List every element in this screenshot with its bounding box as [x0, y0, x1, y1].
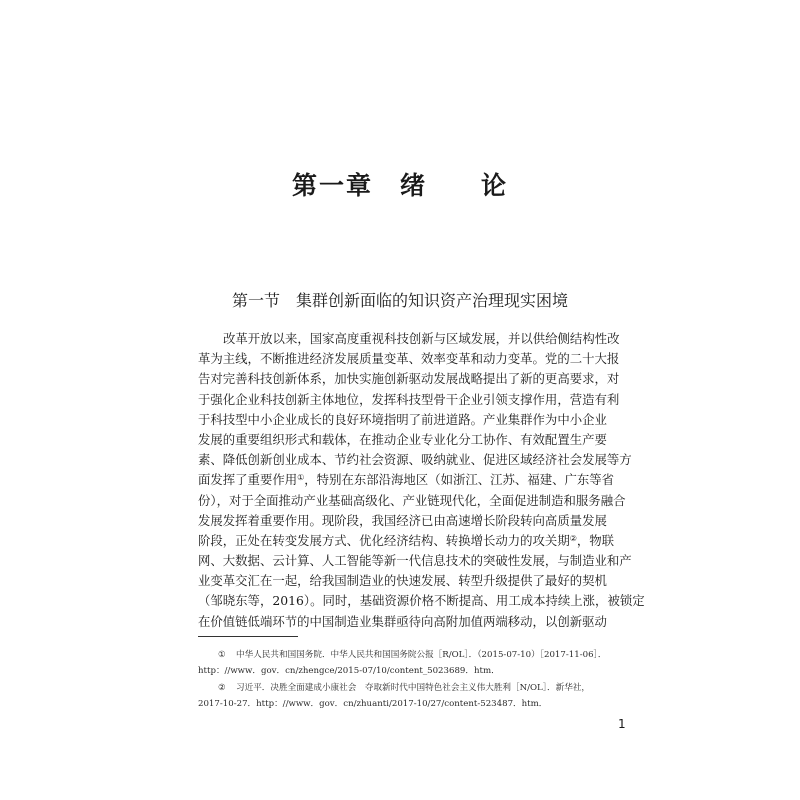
footnote-mark: ①: [218, 650, 226, 660]
footnote-url[interactable]: 2017-10-27．http：//www．gov．cn/zhuanti/2017-10/27/content-523487．htm．: [198, 698, 548, 709]
footnote-line: [198, 647, 606, 663]
footnote-line: [198, 680, 606, 696]
body-line: 网、大数据、云计算、人工智能等新一代信息技术的突破性发展，与制造业和产: [198, 553, 632, 569]
chapter-title: 第一章 绪 论: [291, 171, 508, 200]
body-line-segment: ，物联: [576, 532, 615, 548]
body-line: 份），对于全面推动产业基础高级化、产业链现代化，全面促进制造和服务融合: [198, 492, 626, 508]
body-line: 于科技型中小企业成长的良好环境指明了前进道路。产业集群作为中小企业: [198, 411, 607, 427]
body-line: 素、降低创新创业成本、节约社会资源、吸纳就业、促进区域经济社会发展等方: [198, 452, 632, 468]
body-line: 改革开放以来，国家高度重视科技创新与区域发展，并以供给侧结构性改: [223, 331, 620, 346]
footnote-mark: ②: [218, 682, 226, 693]
body-line: 发展的重要组织形式和载体，在推动企业专业化分工协作、有效配置生产要: [198, 431, 607, 447]
footnote-text: 中华人民共和国国务院．中华人民共和国国务院公报［R/OL］．（2015-07-10）［2017-11-06］．: [236, 650, 607, 660]
page-number: 1: [618, 717, 626, 731]
body-line: [198, 470, 615, 490]
footnote-url[interactable]: http：//www．gov．cn/zhengce/2015-07/10/content_5023689．htm．: [198, 666, 500, 677]
section-title: 第一节 集群创新面临的知识资产治理现实困境: [231, 291, 568, 310]
footnote-divider: [198, 636, 298, 637]
body-line: [198, 531, 615, 551]
body-line: 告对完善科技创新体系，加快实施创新驱动发展战略提出了新的更高要求，对: [198, 371, 620, 387]
body-line: 发展发挥着重要作用。现阶段，我国经济已由高速增长阶段转向高质量发展: [198, 512, 607, 528]
body-line-segment: 面发挥了重要作用: [198, 472, 298, 488]
footnote-text: 习近平．决胜全面建成小康社会 夺取新时代中国特色社会主义伟大胜利［N/OL］．新华社，: [236, 682, 591, 693]
body-line: 业变革交汇在一起，给我国制造业的快速发展、转型升级提供了最好的契机: [198, 573, 607, 589]
footnotes: [198, 647, 606, 712]
body-line: 在价值链低端环节的中国制造业集群亟待向高附加值两端移动，以创新驱动: [198, 613, 607, 629]
footnote-ref[interactable]: ②: [569, 533, 577, 543]
body-line: 于强化企业科技创新主体地位，发挥科技型骨干企业引领支撑作用，营造有利: [198, 391, 620, 407]
body-line-segment: 阶段，正处在转变发展方式、优化经济结构、转换增长动力的攻关期: [198, 532, 570, 548]
footnote-ref[interactable]: ①: [297, 473, 305, 483]
body-line-segment: ，特别在东部沿海地区（如浙江、江苏、福建、广东等省: [304, 472, 615, 488]
body-paragraph: [198, 329, 645, 632]
body-line: （邹晓东等，2016）。同时，基础资源价格不断提高、用工成本持续上涨，被锁定: [198, 593, 645, 609]
body-line: 革为主线，不断推进经济发展质量变革、效率变革和动力变革。党的二十大报: [198, 351, 620, 367]
